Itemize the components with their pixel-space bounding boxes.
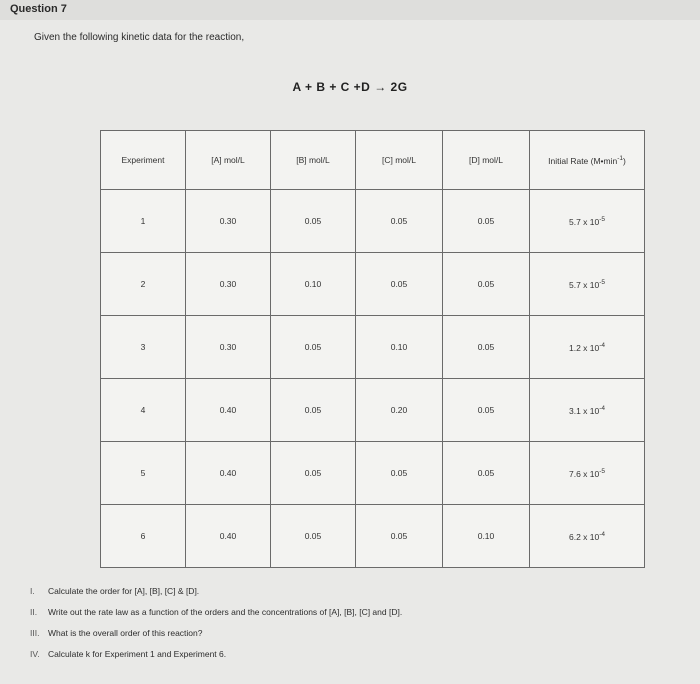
table-row	[101, 316, 645, 379]
cell-b: 0.05	[271, 505, 356, 568]
cell-a: 0.40	[186, 505, 271, 568]
col-header-d: [D] mol/L	[443, 131, 530, 190]
question-number: I.	[30, 586, 35, 596]
cell-rate	[530, 190, 645, 253]
cell-experiment: 5	[101, 442, 186, 505]
cell-a: 0.40	[186, 442, 271, 505]
col-header-b: [B] mol/L	[271, 131, 356, 190]
cell-experiment: 6	[101, 505, 186, 568]
cell-c: 0.05	[356, 442, 443, 505]
question-number: IV.	[30, 649, 40, 659]
rate-exponent: -5	[599, 467, 606, 475]
list-item	[30, 628, 402, 649]
reaction-arrow: →	[374, 80, 387, 94]
cell-experiment: 2	[101, 253, 186, 316]
col-header-a: [A] mol/L	[186, 131, 271, 190]
question-text: Calculate k for Experiment 1 and Experiment 6.	[48, 649, 227, 659]
question-header-bar	[0, 0, 700, 20]
rate-exponent: -4	[599, 341, 606, 349]
cell-rate	[530, 316, 645, 379]
table-row	[101, 442, 645, 505]
rate-mantissa: 7.6 x 10	[568, 468, 600, 479]
question-text: Calculate the order for [A], [B], [C] & [D].	[48, 586, 200, 596]
cell-experiment: 1	[101, 190, 186, 253]
cell-c: 0.20	[356, 379, 443, 442]
cell-a: 0.30	[186, 253, 271, 316]
cell-d: 0.05	[443, 316, 530, 379]
table-row	[101, 190, 645, 253]
question-list	[30, 586, 402, 670]
cell-experiment: 3	[101, 316, 186, 379]
reaction-reactants: A + B + C +D	[292, 80, 371, 94]
rate-exponent: -5	[599, 278, 606, 286]
cell-rate	[530, 505, 645, 568]
list-item	[30, 607, 402, 628]
col-header-experiment: Experiment	[101, 131, 186, 190]
cell-d: 0.05	[443, 379, 530, 442]
rate-mantissa: 3.1 x 10	[568, 405, 600, 416]
cell-a: 0.30	[186, 316, 271, 379]
rate-mantissa: 6.2 x 10	[568, 531, 600, 542]
col-header-initial-rate	[530, 131, 645, 190]
question-text: What is the overall order of this reaction?	[48, 628, 203, 638]
rate-header-close: )	[623, 155, 626, 166]
table-header-row	[101, 131, 645, 190]
cell-c: 0.10	[356, 316, 443, 379]
list-item	[30, 586, 402, 607]
table-row	[101, 505, 645, 568]
cell-rate	[530, 253, 645, 316]
rate-exponent: -4	[599, 404, 606, 412]
cell-a: 0.40	[186, 379, 271, 442]
cell-a: 0.30	[186, 190, 271, 253]
rate-exponent: -4	[599, 530, 606, 538]
question-number: II.	[30, 607, 38, 617]
question-number: III.	[30, 628, 40, 638]
cell-d: 0.05	[443, 442, 530, 505]
cell-c: 0.05	[356, 505, 443, 568]
reaction-equation	[0, 80, 700, 94]
rate-header-label: Initial Rate (M•min	[548, 155, 618, 166]
table-row	[101, 379, 645, 442]
list-item	[30, 649, 402, 670]
cell-experiment: 4	[101, 379, 186, 442]
rate-mantissa: 1.2 x 10	[568, 342, 600, 353]
col-header-c: [C] mol/L	[356, 131, 443, 190]
cell-b: 0.05	[271, 316, 356, 379]
cell-d: 0.05	[443, 253, 530, 316]
cell-b: 0.05	[271, 442, 356, 505]
kinetic-data-table	[100, 130, 645, 568]
rate-exponent: -5	[599, 215, 606, 223]
table-row	[101, 253, 645, 316]
cell-c: 0.05	[356, 190, 443, 253]
rate-mantissa: 5.7 x 10	[568, 279, 600, 290]
rate-mantissa: 5.7 x 10	[568, 216, 600, 227]
cell-c: 0.05	[356, 253, 443, 316]
cell-d: 0.10	[443, 505, 530, 568]
cell-rate	[530, 379, 645, 442]
reaction-products: 2G	[390, 80, 408, 94]
cell-b: 0.05	[271, 190, 356, 253]
question-title: Question 7	[10, 3, 67, 15]
intro-text: Given the following kinetic data for the reaction,	[34, 32, 245, 43]
cell-b: 0.10	[271, 253, 356, 316]
cell-d: 0.05	[443, 190, 530, 253]
cell-b: 0.05	[271, 379, 356, 442]
question-text: Write out the rate law as a function of the orders and the concentrations of [A], [B], [C] and [D].	[48, 607, 403, 617]
cell-rate	[530, 442, 645, 505]
rate-header-exponent: -1	[617, 154, 624, 162]
